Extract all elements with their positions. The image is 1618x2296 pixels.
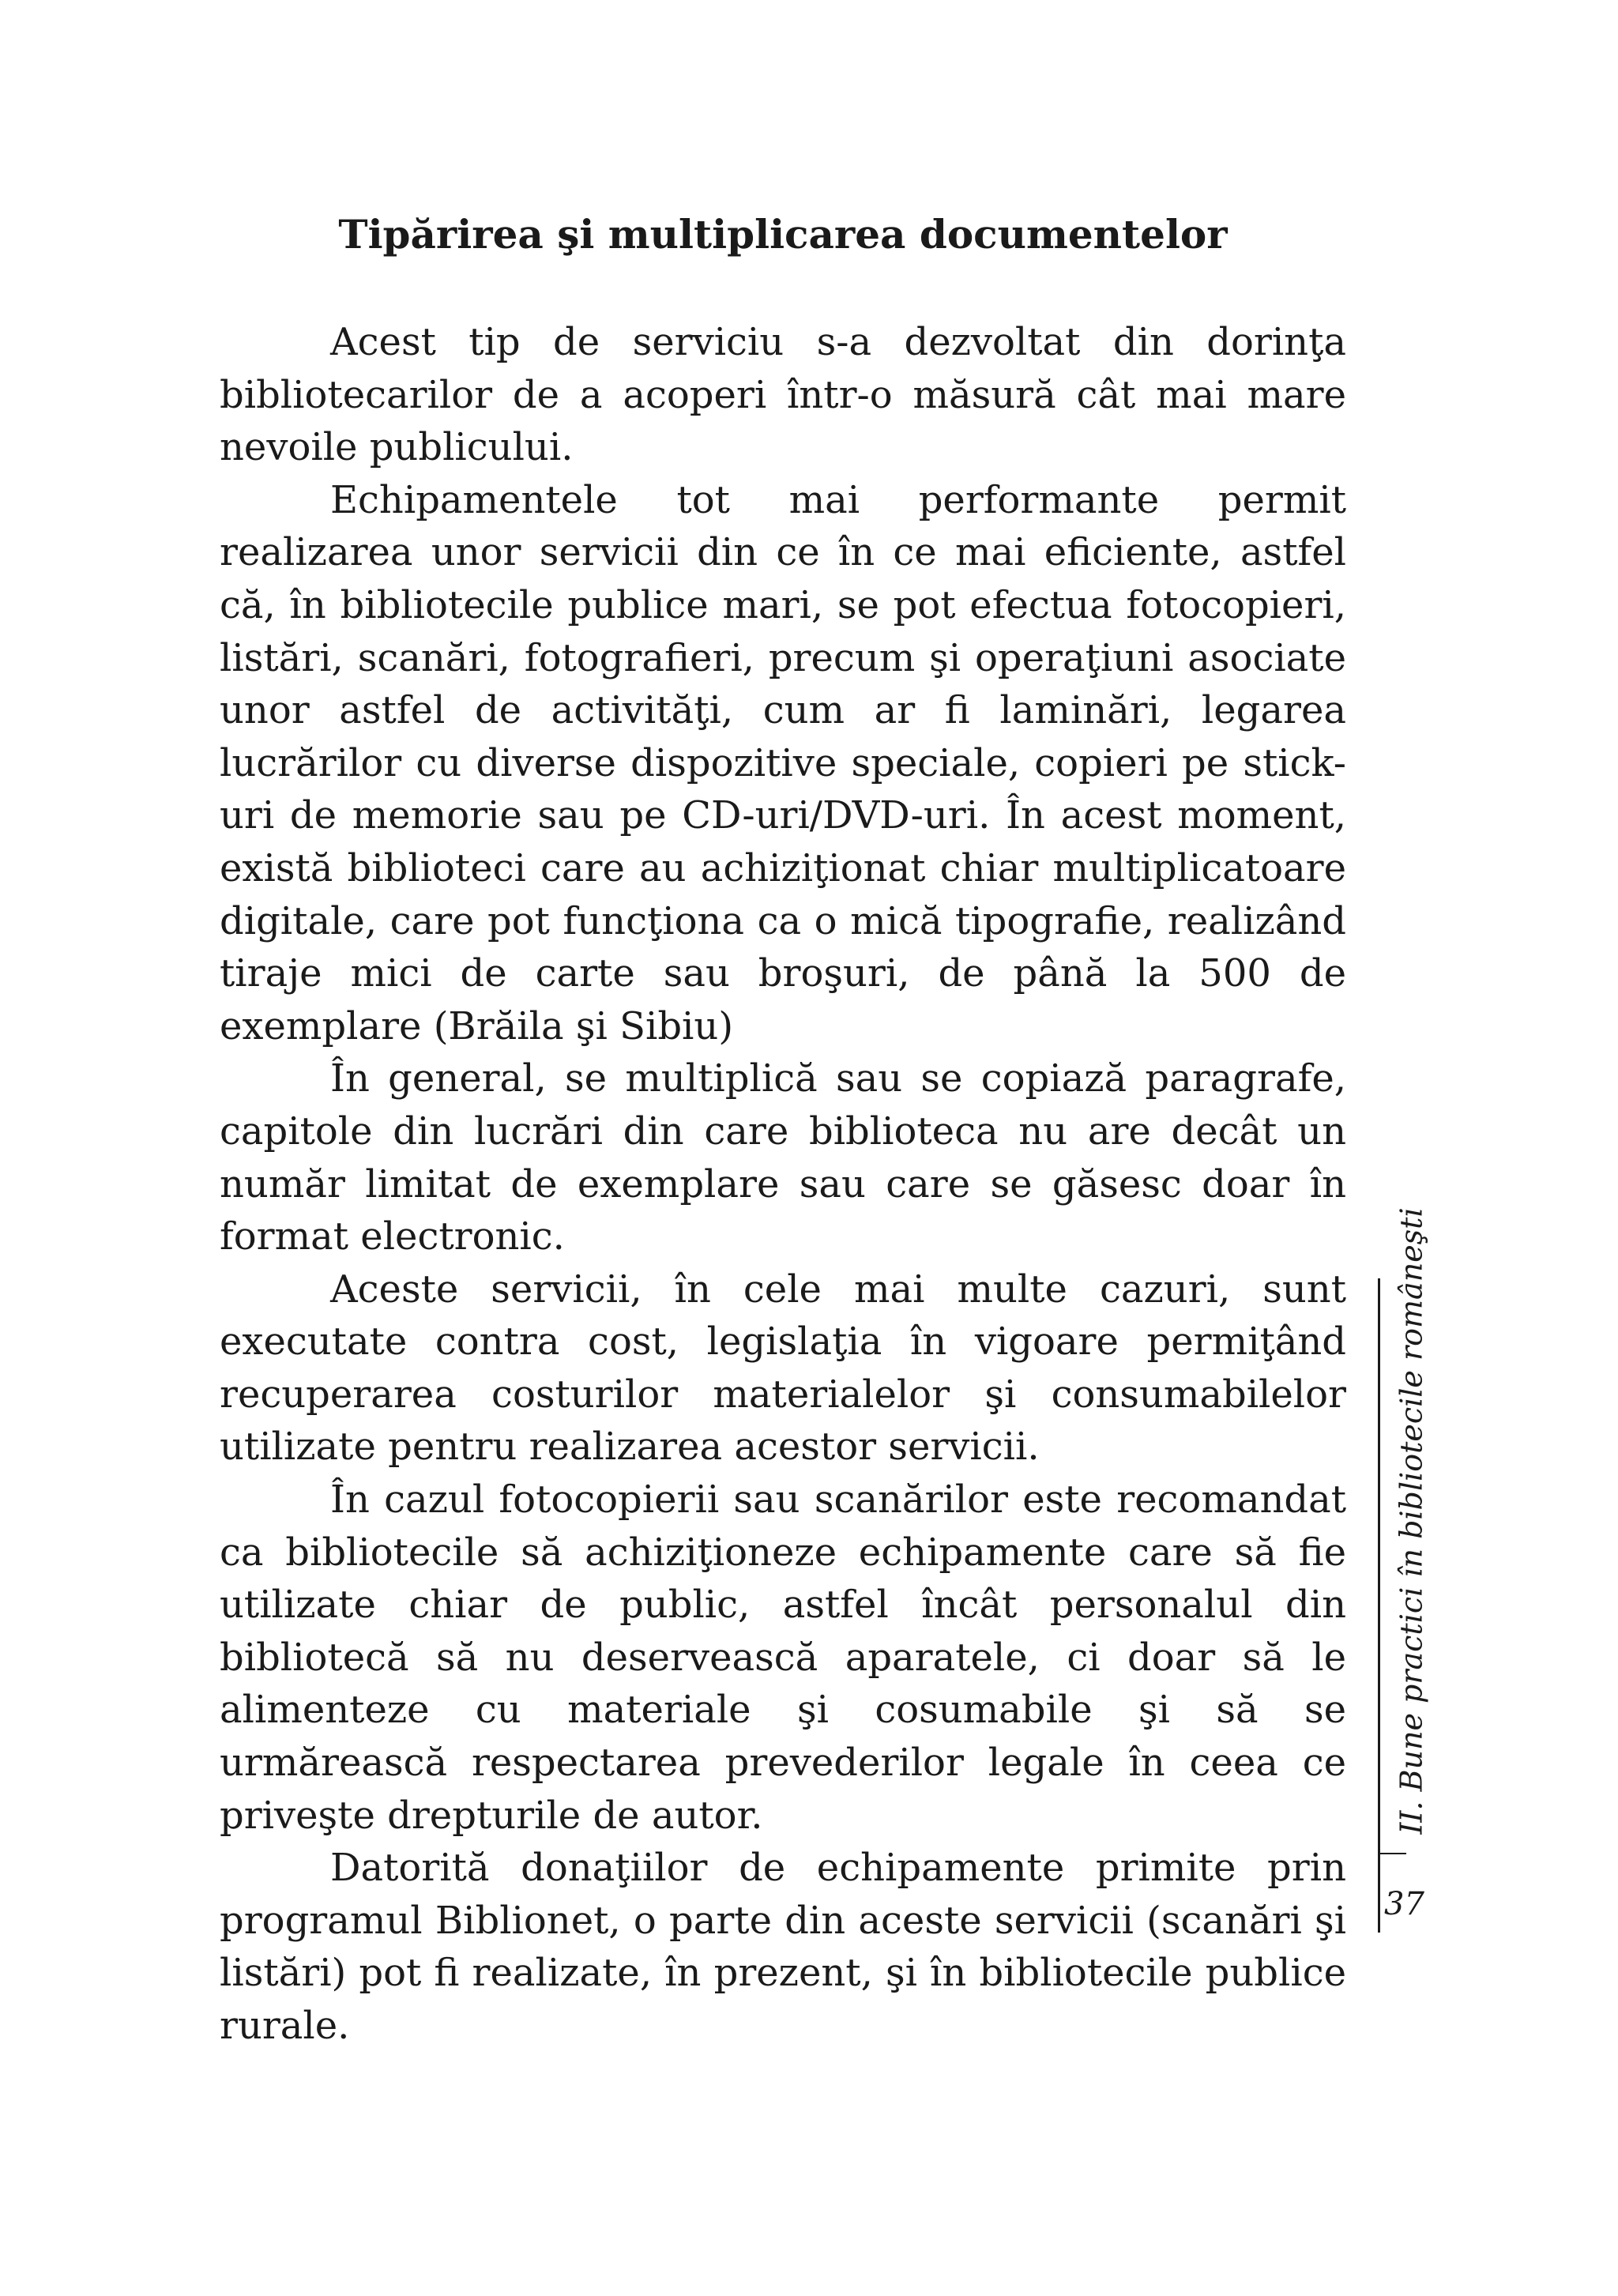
paragraph-6: Datorită donaţiilor de echipamente primite prin programul Biblionet, o parte din aceste servicii (scanări şi listări) pot fi realizate, în prezent, şi în bibliotecile publice rurale.	[220, 1846, 1346, 2048]
running-title	[1387, 1201, 1437, 1841]
body-text	[220, 316, 1346, 2053]
margin-horizontal-rule	[1378, 1853, 1406, 1854]
margin-vertical-rule	[1378, 1278, 1380, 1933]
paragraph-3: În general, se multiplică sau se copiază paragrafe, capitole din lucrări din care biblioteca nu are decât un număr limitat de exemplare sau care se găsesc doar în format electronic.	[220, 1056, 1346, 1259]
paragraph-1: Acest tip de serviciu s-a dezvoltat din dorinţa bibliotecarilor de a acoperi într-o măsură cât mai mare nevoile publicului.	[220, 320, 1346, 470]
page-number: 37	[1384, 1886, 1424, 1922]
paragraph-2: Echipamentele tot mai performante permit realizarea unor servicii din ce în ce mai eficiente, astfel că, în bibliotecile publice mari, se pot efectua fotocopieri, listări, scanări, fotografieri, precum şi operaţiuni asociate unor astfel de activităţi, cum ar fi laminări, legarea lucrărilor cu diverse dispozitive speciale, copieri pe stick-uri de memorie sau pe CD-uri/DVD-uri. În acest moment, există biblioteci care au achiziţionat chiar multiplicatoare digitale, care pot funcţiona ca o mică tipografie, realizând tiraje mici de carte sau broşuri, de până la 500 de exemplare (Brăila şi Sibiu)	[220, 477, 1346, 1048]
paragraph-5: În cazul fotocopierii sau scanărilor este recomandat ca bibliotecile să achiziţioneze echipamente care să fie utilizate chiar de public, astfel încât personalul din bibliotecă să nu deservească aparatele, ci doar să le alimenteze cu materiale şi cosumabile şi să se urmărească respectarea prevederilor legale în ceea ce priveşte drepturile de autor.	[220, 1477, 1346, 1838]
paragraph-4: Aceste servicii, în cele mai multe cazuri, sunt executate contra cost, legislaţia în vigoare permiţând recuperarea costurilor materialelor şi consumabilelor utilizate pentru realizarea acestor servicii.	[220, 1267, 1346, 1470]
running-title-text: II. Bune practici în bibliotecile româneşti	[1394, 1207, 1429, 1835]
section-title: Tipărirea şi multiplicarea documentelor	[338, 211, 1228, 258]
